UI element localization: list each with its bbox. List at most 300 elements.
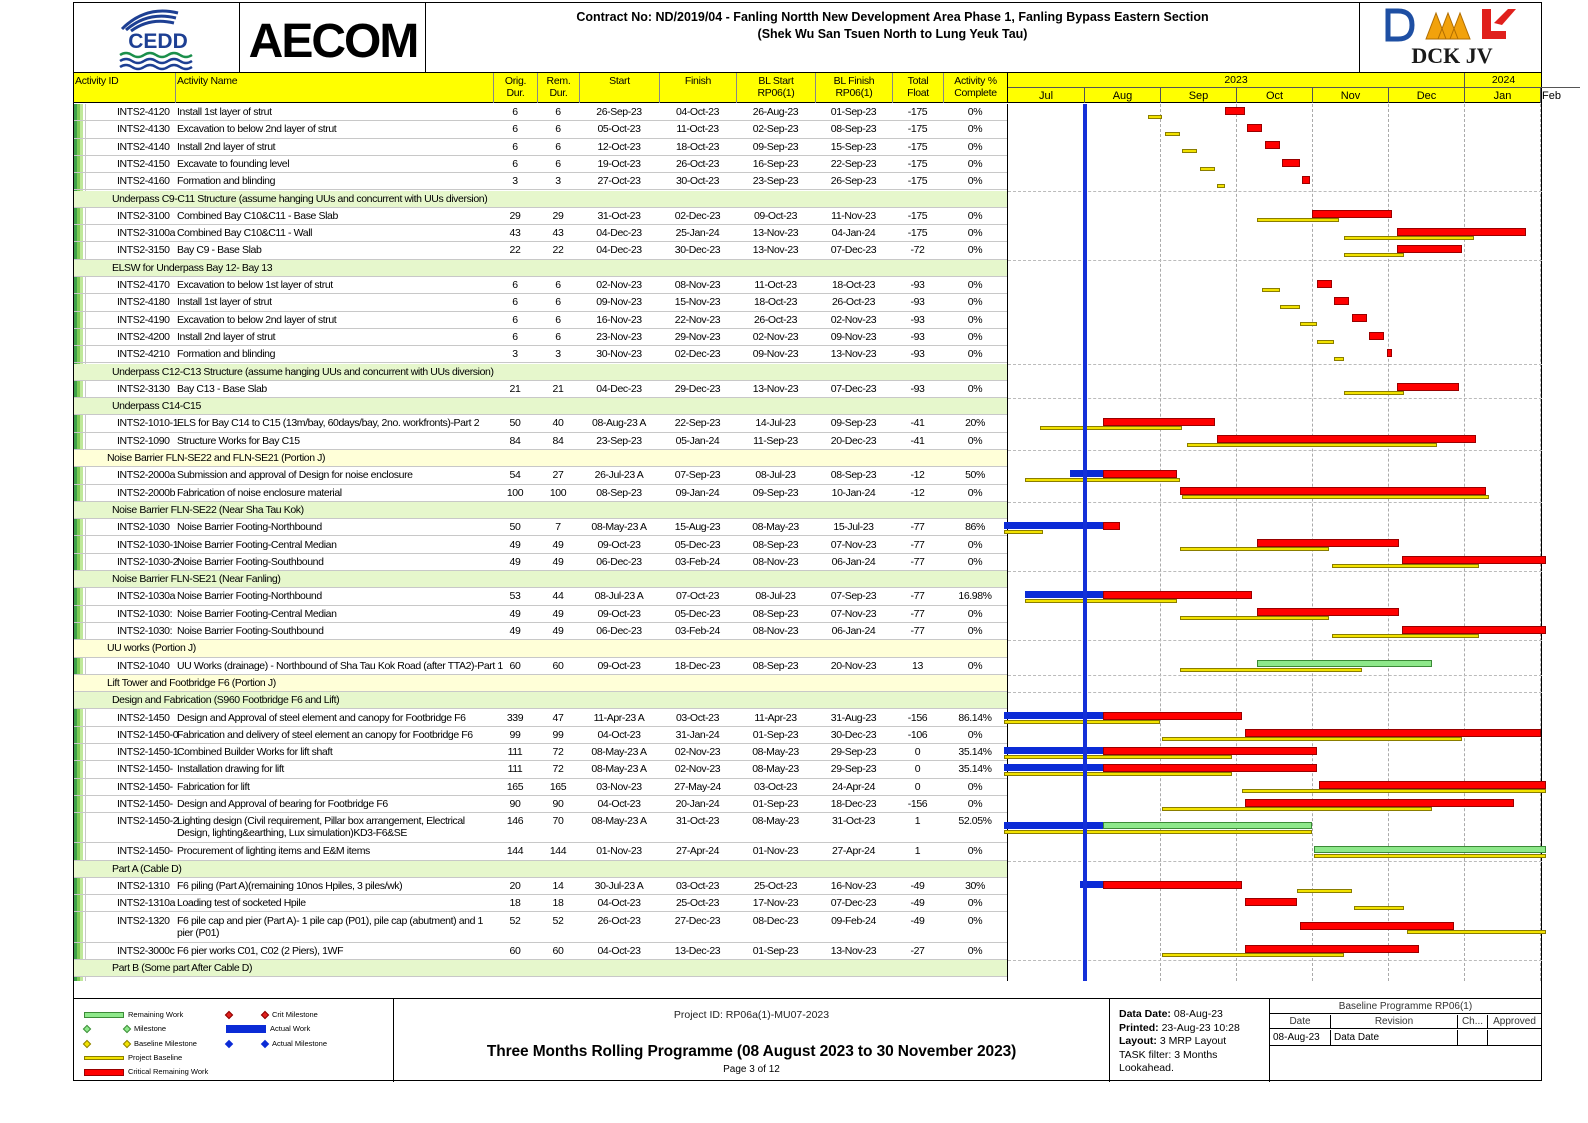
table-row[interactable] <box>74 467 1007 484</box>
rem-duration: 22 <box>552 244 564 257</box>
activity-id: INTS2-4120 <box>117 106 170 118</box>
actual-work-bar[interactable] <box>1004 747 1103 754</box>
critical-work-bar[interactable] <box>1397 383 1459 391</box>
baseline-bar[interactable] <box>1407 930 1546 934</box>
orig-duration: 60 <box>509 659 521 672</box>
pct-complete: 0% <box>967 845 983 858</box>
title-block <box>74 3 1541 73</box>
table-row[interactable] <box>74 433 1007 450</box>
total-float: -77 <box>910 590 925 603</box>
finish-date: 27-Apr-24 <box>675 845 720 858</box>
rem-duration: 3 <box>555 175 561 188</box>
bl-start-date: 18-Oct-23 <box>753 296 798 309</box>
rev-checked-value <box>1458 1030 1488 1046</box>
bl-start-date: 01-Nov-23 <box>752 845 799 858</box>
critical-work-bar[interactable] <box>1180 487 1486 495</box>
wbs-band[interactable] <box>74 861 1007 878</box>
baseline-bar[interactable] <box>1162 737 1461 741</box>
activity-id: INTS2-1030a <box>117 590 176 603</box>
rem-duration: 3 <box>555 348 561 361</box>
bl-finish-date: 16-Nov-23 <box>830 879 877 892</box>
wbs-band[interactable] <box>74 260 1007 277</box>
critical-work-bar[interactable] <box>1282 159 1299 167</box>
total-float: 13 <box>912 659 923 672</box>
remaining-work-bar[interactable] <box>1314 846 1546 853</box>
table-row[interactable] <box>74 843 1007 860</box>
finish-date: 02-Dec-23 <box>674 348 721 361</box>
critical-work-bar[interactable] <box>1103 418 1215 426</box>
col-pct-complete[interactable]: Activity % Complete <box>943 73 1007 103</box>
baseline-bar[interactable] <box>1025 478 1179 482</box>
col-orig-dur[interactable]: Orig. Dur. <box>493 73 537 103</box>
wbs-band[interactable] <box>74 364 1007 381</box>
start-date: 23-Nov-23 <box>596 330 642 343</box>
bl-finish-date: 07-Dec-23 <box>830 244 877 257</box>
table-row[interactable] <box>74 156 1007 173</box>
actual-work-bar[interactable] <box>1004 822 1103 829</box>
activity-id: INTS2-1450- <box>117 845 173 858</box>
baseline-bar[interactable] <box>1004 772 1232 776</box>
col-start[interactable]: Start <box>579 73 659 103</box>
table-row[interactable] <box>74 277 1007 294</box>
total-float: -27 <box>910 944 925 957</box>
orig-duration: 52 <box>509 914 521 927</box>
baseline-bar[interactable] <box>1344 391 1404 395</box>
start-date: 04-Oct-23 <box>597 944 641 957</box>
activity-id: INTS2-4180 <box>117 296 170 309</box>
table-row[interactable] <box>74 727 1007 744</box>
bl-start-date: 13-Nov-23 <box>752 227 799 240</box>
critical-work-bar[interactable] <box>1265 141 1280 149</box>
start-date: 04-Dec-23 <box>596 382 642 395</box>
wbs-title: Noise Barrier FLN-SE21 (Near Fanling) <box>112 573 281 586</box>
actual-work-bar[interactable] <box>1004 712 1103 719</box>
start-date: 31-Oct-23 <box>597 209 641 222</box>
pct-complete: 0% <box>967 798 983 810</box>
bl-finish-date: 08-Sep-23 <box>830 123 877 136</box>
table-row[interactable] <box>74 588 1007 605</box>
baseline-bar[interactable] <box>1004 830 1312 834</box>
table-row[interactable] <box>74 208 1007 225</box>
table-row[interactable] <box>74 623 1007 640</box>
table-row[interactable] <box>74 173 1007 190</box>
total-float: 1 <box>914 815 921 828</box>
rem-duration: 7 <box>555 521 561 534</box>
bl-finish-date: 15-Jul-23 <box>833 521 874 534</box>
section-line <box>1008 364 1542 365</box>
section-line <box>1008 960 1542 961</box>
section-line <box>1008 640 1542 641</box>
start-date: 08-May-23 A <box>591 521 647 534</box>
baseline-bar[interactable] <box>1187 443 1436 447</box>
orig-duration: 21 <box>509 382 521 395</box>
pct-complete: 86% <box>965 521 985 534</box>
table-row[interactable] <box>74 813 1007 843</box>
bl-start-date: 08-Jul-23 <box>755 590 796 603</box>
orig-duration: 146 <box>506 815 524 828</box>
activity-name: Formation and blinding <box>177 348 276 361</box>
table-row[interactable] <box>74 537 1007 554</box>
finish-date: 02-Nov-23 <box>674 746 721 759</box>
finish-date: 09-Jan-24 <box>675 486 720 499</box>
table-row[interactable] <box>74 139 1007 156</box>
month-feb: Feb <box>1540 87 1580 103</box>
orig-duration: 49 <box>509 607 521 620</box>
year-2023: 2023 <box>1224 74 1248 86</box>
pct-complete: 0% <box>967 728 983 741</box>
total-float: -175 <box>907 209 928 222</box>
bl-finish-date: 01-Sep-23 <box>830 106 877 118</box>
table-row[interactable] <box>74 895 1007 912</box>
baseline-bar[interactable] <box>1297 889 1352 893</box>
baseline-bar[interactable] <box>1180 616 1330 620</box>
critical-work-bar[interactable] <box>1217 435 1476 443</box>
critical-work-bar[interactable] <box>1245 729 1542 737</box>
rem-duration: 49 <box>552 538 564 551</box>
wbs-band[interactable] <box>74 692 1007 709</box>
baseline-bar[interactable] <box>1004 530 1043 534</box>
baseline-bar[interactable] <box>1314 854 1546 858</box>
table-row[interactable] <box>74 294 1007 311</box>
bl-finish-date: 07-Sep-23 <box>830 590 877 603</box>
wbs-band[interactable] <box>74 502 1007 519</box>
bl-start-date: 08-May-23 <box>752 763 799 776</box>
table-row[interactable] <box>74 878 1007 895</box>
total-float: -77 <box>910 521 925 534</box>
orig-duration: 111 <box>507 746 523 759</box>
crit-diamond-icon <box>261 1011 269 1019</box>
svg-text:CEDD: CEDD <box>128 30 188 53</box>
critical-work-bar[interactable] <box>1302 176 1309 184</box>
bl-finish-date: 26-Oct-23 <box>831 296 876 309</box>
orig-duration: 54 <box>509 469 521 482</box>
finish-date: 03-Feb-24 <box>675 555 720 568</box>
table-row[interactable] <box>74 913 1007 943</box>
critical-work-bar[interactable] <box>1317 280 1332 288</box>
activity-id: INTS2-4140 <box>117 140 170 153</box>
orig-duration: 6 <box>512 313 518 326</box>
remaining-work-bar[interactable] <box>1103 822 1312 829</box>
rem-duration: 52 <box>552 914 564 927</box>
table-row[interactable] <box>74 415 1007 432</box>
wbs-band[interactable] <box>74 450 1007 467</box>
critical-work-bar[interactable] <box>1103 747 1317 755</box>
legend-crit-milestone: Crit Milestone <box>226 1010 318 1020</box>
section-line <box>1008 692 1542 693</box>
baseline-bar[interactable] <box>1280 305 1300 309</box>
critical-work-bar[interactable] <box>1225 107 1245 115</box>
critical-work-bar[interactable] <box>1103 881 1243 889</box>
table-row[interactable] <box>74 606 1007 623</box>
activity-name: Install 2nd layer of strut <box>177 330 276 343</box>
activity-id: INTS2-1320 <box>117 914 170 927</box>
orig-duration: 29 <box>509 209 521 222</box>
baseline-bar[interactable] <box>1354 906 1404 910</box>
baseline-bar[interactable] <box>1040 426 1182 430</box>
col-total-float[interactable]: Total Float <box>892 73 943 103</box>
baseline-bar[interactable] <box>1344 236 1474 240</box>
activity-id: INTS2-1450- <box>117 763 173 776</box>
col-activity-name[interactable]: Activity Name <box>175 73 493 103</box>
finish-date: 13-Dec-23 <box>674 944 721 957</box>
critical-work-bar[interactable] <box>1369 332 1384 340</box>
bl-finish-date: 11-Nov-23 <box>831 209 876 222</box>
table-row[interactable] <box>74 225 1007 242</box>
baseline-bar[interactable] <box>1165 132 1180 136</box>
baseline-bar[interactable] <box>1148 115 1163 119</box>
baseline-bar[interactable] <box>1332 564 1479 568</box>
table-row[interactable] <box>74 779 1007 796</box>
bl-start-date: 01-Sep-23 <box>752 728 799 741</box>
bl-finish-date: 04-Jan-24 <box>831 227 876 240</box>
column-header <box>74 73 1007 103</box>
bl-finish-date: 18-Dec-23 <box>830 798 877 810</box>
section-line <box>1008 398 1542 399</box>
start-date: 12-Oct-23 <box>597 140 641 153</box>
remaining-work-bar[interactable] <box>1257 660 1431 667</box>
rem-duration: 43 <box>552 227 564 240</box>
total-float: -175 <box>907 140 928 153</box>
critical-work-bar[interactable] <box>1103 522 1120 530</box>
layout-name: 3 MRP Layout <box>1159 1035 1227 1047</box>
activity-name: Excavation to below 2nd layer of strut <box>177 123 337 136</box>
total-float: -175 <box>907 227 928 240</box>
baseline-bar[interactable] <box>1262 288 1279 292</box>
section-line <box>1008 571 1542 572</box>
critical-work-bar[interactable] <box>1257 539 1399 547</box>
actual-work-bar[interactable] <box>1025 591 1102 598</box>
critical-work-bar[interactable] <box>1247 124 1262 132</box>
pct-complete: 0% <box>967 607 983 620</box>
total-float: -93 <box>910 313 925 326</box>
finish-date: 05-Dec-23 <box>674 607 721 620</box>
bl-finish-date: 08-Sep-23 <box>830 469 877 482</box>
total-float: -12 <box>910 486 925 499</box>
finish-date: 26-Oct-23 <box>675 157 720 170</box>
table-row[interactable] <box>74 121 1007 138</box>
critical-work-bar[interactable] <box>1402 626 1546 634</box>
legend-baseline-milestone: Baseline Milestone <box>84 1039 197 1049</box>
wbs-band[interactable] <box>74 398 1007 415</box>
baseline-diamond-icon <box>123 1040 131 1048</box>
table-row[interactable] <box>74 485 1007 502</box>
table-row[interactable] <box>74 943 1007 960</box>
pct-complete: 86.14% <box>958 711 992 724</box>
baseline-bar[interactable] <box>1162 807 1431 811</box>
wbs-band[interactable] <box>74 640 1007 657</box>
table-row[interactable] <box>74 242 1007 259</box>
month-nov: Nov <box>1312 87 1388 103</box>
critical-work-bar[interactable] <box>1402 556 1546 564</box>
start-date: 04-Oct-23 <box>597 798 641 810</box>
critical-work-bar[interactable] <box>1245 799 1514 807</box>
bl-finish-date: 26-Sep-23 <box>830 175 877 188</box>
bl-start-date: 25-Oct-23 <box>753 879 798 892</box>
start-date: 08-Aug-23 A <box>592 417 646 430</box>
rem-duration: 70 <box>552 815 564 828</box>
baseline-bar[interactable] <box>1242 789 1546 793</box>
table-row[interactable] <box>74 346 1007 363</box>
critical-work-bar[interactable] <box>1300 922 1454 930</box>
crit-diamond-icon <box>225 1011 233 1019</box>
activity-id: INTS2-1030-2 <box>117 555 179 568</box>
orig-duration: 49 <box>509 538 521 551</box>
rem-duration: 6 <box>555 123 561 136</box>
finish-date: 11-Oct-23 <box>676 123 719 136</box>
orig-duration: 6 <box>512 106 518 118</box>
pct-complete: 0% <box>967 434 983 447</box>
total-float: -12 <box>910 469 925 482</box>
bl-start-date: 03-Oct-23 <box>753 780 798 793</box>
critical-work-bar[interactable] <box>1103 712 1243 720</box>
total-float: -49 <box>910 897 925 910</box>
rem-duration: 49 <box>552 607 564 620</box>
table-row[interactable] <box>74 658 1007 675</box>
programme-title: Three Months Rolling Programme (08 August 2023 to 30 November 2023) <box>486 1043 1017 1060</box>
table-row[interactable] <box>74 312 1007 329</box>
baseline-bar[interactable] <box>1180 668 1362 672</box>
actual-work-bar[interactable] <box>1004 764 1103 771</box>
bl-start-date: 11-Oct-23 <box>754 279 797 291</box>
wbs-band[interactable] <box>74 960 1007 977</box>
finish-date: 05-Dec-23 <box>674 538 721 551</box>
baseline-bar[interactable] <box>1182 149 1197 153</box>
orig-duration: 18 <box>509 897 521 910</box>
wbs-band[interactable] <box>74 191 1007 208</box>
activity-name: Design and Approval of bearing for Footbridge F6 <box>177 798 388 810</box>
baseline-bar[interactable] <box>1200 167 1215 171</box>
baseline-bar[interactable] <box>1182 495 1488 499</box>
rem-duration: 84 <box>552 434 564 447</box>
orig-duration: 3 <box>512 175 518 188</box>
total-float: -156 <box>907 798 928 810</box>
baseline-bar[interactable] <box>1004 755 1232 759</box>
wbs-band[interactable] <box>74 675 1007 692</box>
baseline-bar[interactable] <box>1180 547 1330 551</box>
critical-work-bar[interactable] <box>1245 898 1297 906</box>
finish-date: 22-Sep-23 <box>674 417 721 430</box>
month-jan: Jan <box>1464 87 1540 103</box>
pct-complete: 0% <box>967 175 983 188</box>
table-row[interactable] <box>74 554 1007 571</box>
orig-duration: 100 <box>506 486 524 499</box>
critical-work-bar[interactable] <box>1312 210 1392 218</box>
critical-work-bar[interactable] <box>1103 591 1253 599</box>
bl-finish-date: 15-Sep-23 <box>830 140 877 153</box>
pct-complete: 0% <box>967 538 983 551</box>
col-rem-dur[interactable]: Rem. Dur. <box>537 73 579 103</box>
table-row[interactable] <box>74 744 1007 761</box>
finish-date: 07-Sep-23 <box>674 469 721 482</box>
critical-work-bar[interactable] <box>1103 470 1178 478</box>
rem-duration: 44 <box>552 590 564 603</box>
activity-name: F6 pile cap and pier (Part A)- 1 pile cap (P01), pile cap (abutment) and 1 pier (P01) <box>177 914 483 939</box>
baseline-bar[interactable] <box>1317 340 1334 344</box>
pct-complete: 0% <box>967 555 983 568</box>
table-row[interactable] <box>74 381 1007 398</box>
baseline-bar[interactable] <box>1025 599 1177 603</box>
finish-date: 22-Nov-23 <box>674 313 721 326</box>
task-filter: TASK filter: 3 Months Lookahead. <box>1119 1048 1218 1074</box>
finish-date: 27-Dec-23 <box>674 914 721 927</box>
finish-date: 25-Oct-23 <box>675 897 720 910</box>
col-bl-finish[interactable]: BL Finish RP06(1) <box>815 73 892 103</box>
critical-work-bar[interactable] <box>1397 228 1527 236</box>
section-line <box>1008 861 1542 862</box>
table-row[interactable] <box>74 104 1007 121</box>
actual-work-bar[interactable] <box>1004 522 1103 529</box>
pct-complete: 35.14% <box>958 746 992 759</box>
bl-start-date: 26-Aug-23 <box>752 106 799 118</box>
baseline-bar[interactable] <box>1162 953 1344 957</box>
start-date: 08-May-23 A <box>591 763 647 776</box>
wbs-band[interactable] <box>74 571 1007 588</box>
baseline-bar[interactable] <box>1334 357 1344 361</box>
rem-duration: 18 <box>552 897 564 910</box>
critical-work-bar[interactable] <box>1397 245 1462 253</box>
wbs-title: Design and Fabrication (S960 Footbridge F6 and Lift) <box>112 694 340 707</box>
activity-id: INTS2-1450- <box>117 780 173 793</box>
critical-work-bar[interactable] <box>1334 297 1349 305</box>
activity-name: Design and Approval of steel element and canopy for Footbridge F6 <box>177 711 466 724</box>
table-row[interactable] <box>74 761 1007 778</box>
baseline-diamond-icon <box>83 1040 91 1048</box>
section-line <box>1008 260 1542 261</box>
orig-duration: 6 <box>512 157 518 170</box>
baseline-bar[interactable] <box>1217 184 1224 188</box>
table-row[interactable] <box>74 329 1007 346</box>
printed-date: 23-Aug-23 10:28 <box>1161 1021 1240 1034</box>
finish-date: 03-Oct-23 <box>675 879 720 892</box>
finish-date: 02-Dec-23 <box>674 209 721 222</box>
finish-date: 03-Oct-23 <box>675 711 720 724</box>
baseline-bar[interactable] <box>1332 634 1479 638</box>
pct-complete: 0% <box>967 382 983 395</box>
baseline-bar[interactable] <box>1004 720 1160 724</box>
baseline-bar[interactable] <box>1257 218 1339 222</box>
baseline-bar[interactable] <box>1344 253 1404 257</box>
wbs-title: Lift Tower and Footbridge F6 (Portion J) <box>107 676 276 689</box>
rem-duration: 165 <box>549 780 567 793</box>
start-date: 04-Dec-23 <box>596 227 642 240</box>
bl-finish-date: 07-Nov-23 <box>830 607 877 620</box>
critical-work-bar[interactable] <box>1352 314 1367 322</box>
col-activity-id[interactable]: Activity ID <box>75 75 119 87</box>
activity-name: Loading test of socketed Hpile <box>177 897 306 910</box>
table-row[interactable] <box>74 710 1007 727</box>
orig-duration: 165 <box>506 780 524 793</box>
table-row[interactable] <box>74 796 1007 813</box>
critical-work-bar[interactable] <box>1387 349 1392 357</box>
critical-work-bar[interactable] <box>1319 781 1546 789</box>
gantt-timescale <box>1007 73 1561 103</box>
rem-duration: 6 <box>555 157 561 170</box>
activity-name: Bay C9 - Base Slab <box>177 244 262 257</box>
table-row[interactable] <box>74 519 1007 536</box>
legend-remaining-work: Remaining Work <box>84 1010 183 1020</box>
footer-title-block <box>394 999 1110 1082</box>
col-finish[interactable]: Finish <box>659 73 736 103</box>
critical-work-bar[interactable] <box>1103 764 1317 772</box>
rem-duration: 49 <box>552 625 564 637</box>
col-bl-start[interactable]: BL Start RP06(1) <box>736 73 815 103</box>
pct-complete: 0% <box>967 780 983 793</box>
critical-work-bar[interactable] <box>1245 945 1419 953</box>
bl-start-date: 08-Sep-23 <box>752 538 799 551</box>
baseline-bar[interactable] <box>1300 322 1317 326</box>
critical-work-bar[interactable] <box>1257 608 1399 616</box>
bl-finish-date: 10-Jan-24 <box>831 486 876 499</box>
